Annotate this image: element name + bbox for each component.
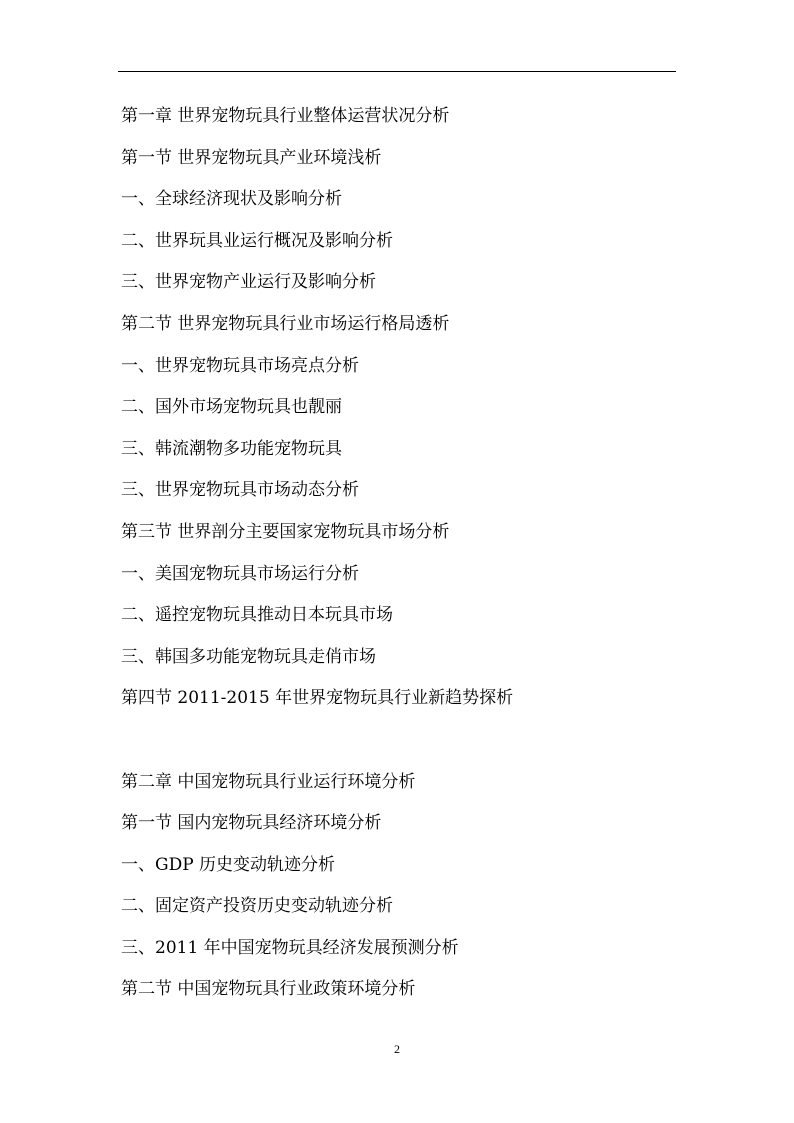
table-of-contents [121,102,681,1017]
toc-item: 一、美国宠物玩具市场运行分析 [121,563,359,584]
section-1-4-title: 第四节 2011-2015 年世界宠物玩具行业新趋势探析 [121,688,514,709]
toc-item: 三、韩流潮物多功能宠物玩具 [121,438,342,459]
chapter-2-title: 第二章 中国宠物玩具行业运行环境分析 [121,771,416,792]
section-2-2-title: 第二节 中国宠物玩具行业政策环境分析 [121,979,416,1000]
header-rule [118,71,676,72]
toc-item: 三、世界宠物玩具市场动态分析 [121,480,359,501]
toc-item: 三、世界宠物产业运行及影响分析 [121,272,376,293]
toc-item: 一、GDP 历史变动轨迹分析 [121,854,336,875]
toc-item: 一、世界宠物玩具市场亮点分析 [121,355,359,376]
section-1-3-title: 第三节 世界剖分主要国家宠物玩具市场分析 [121,521,450,542]
section-2-1-title: 第一节 国内宠物玩具经济环境分析 [121,813,382,834]
toc-item: 二、固定资产投资历史变动轨迹分析 [121,896,393,917]
toc-item: 一、全球经济现状及影响分析 [121,189,342,210]
page-number: 2 [394,1042,400,1056]
toc-item: 二、世界玩具业运行概况及影响分析 [121,230,393,251]
section-1-2-title: 第二节 世界宠物玩具行业市场运行格局透析 [121,313,450,334]
section-1-1-title: 第一节 世界宠物玩具产业环境浅析 [121,147,382,168]
chapter-gap [121,726,681,768]
toc-item: 三、2011 年中国宠物玩具经济发展预测分析 [121,937,459,958]
toc-item: 二、国外市场宠物玩具也靓丽 [121,397,342,418]
toc-item: 三、韩国多功能宠物玩具走俏市场 [121,646,376,667]
chapter-1-title: 第一章 世界宠物玩具行业整体运营状况分析 [121,106,450,126]
toc-item: 二、遥控宠物玩具推动日本玩具市场 [121,605,393,626]
